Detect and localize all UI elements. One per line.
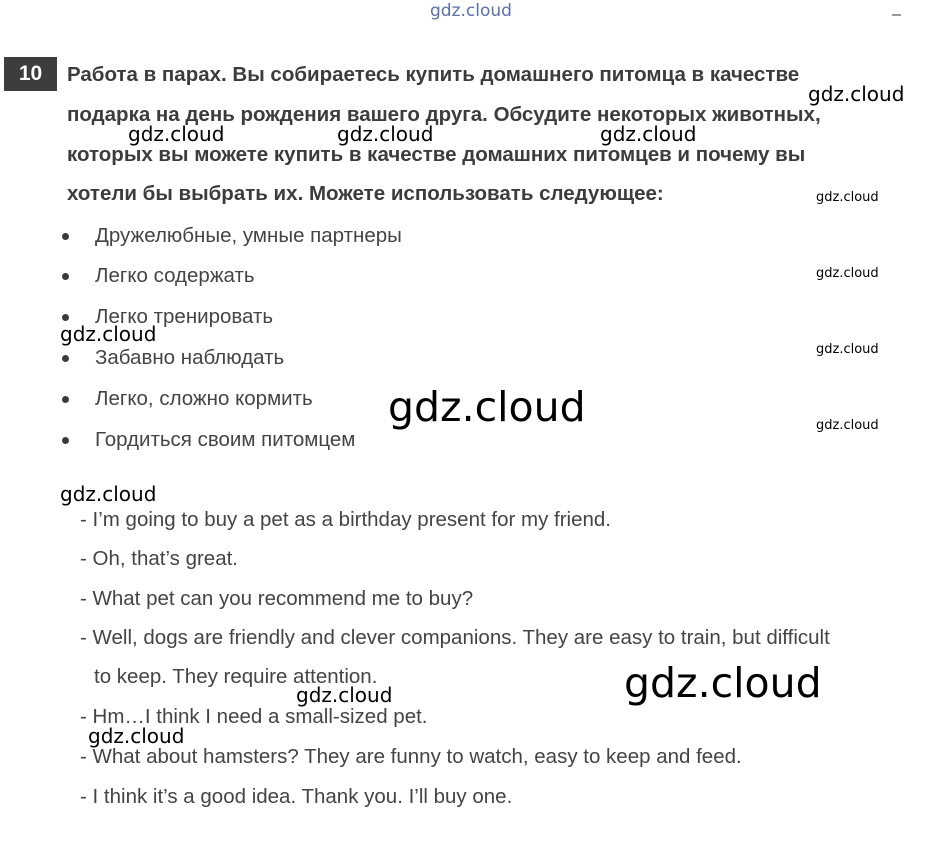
- watermark: gdz.cloud: [816, 190, 879, 205]
- dialogue-line: - What about hamsters? They are funny to watch, easy to keep and feed.: [80, 745, 742, 768]
- watermark: gdz.cloud: [816, 342, 879, 357]
- watermark: gdz.cloud: [296, 683, 393, 707]
- watermark: gdz.cloud: [624, 659, 822, 707]
- dialogue-line: to keep. They require attention.: [94, 665, 378, 688]
- watermark: gdz.cloud: [60, 322, 157, 346]
- watermark: gdz.cloud: [60, 482, 157, 506]
- bullet-dot: [62, 314, 69, 321]
- bullet-dot: [62, 273, 69, 280]
- task-text-line: хотели бы выбрать их. Можете использовать следующее:: [67, 182, 664, 205]
- dialogue-line: - I’m going to buy a pet as a birthday present for my friend.: [80, 508, 611, 531]
- task-text-line: которых вы можете купить в качестве домашних питомцев и почему вы: [67, 143, 806, 166]
- watermark: gdz.cloud: [808, 82, 905, 106]
- bullet-item: Легко, сложно кормить: [95, 387, 313, 410]
- bullet-item: Дружелюбные, умные партнеры: [95, 224, 402, 247]
- dialogue-line: - Oh, that’s great.: [80, 547, 239, 570]
- watermark: gdz.cloud: [128, 122, 225, 146]
- watermark: gdz.cloud: [600, 122, 697, 146]
- dialogue-line: - I think it’s a good idea. Thank you. I’ll buy one.: [80, 785, 513, 808]
- bullet-item: Легко тренировать: [95, 305, 274, 328]
- bullet-dot: [62, 437, 69, 444]
- corner-dash: [892, 14, 901, 16]
- bullet-dot: [62, 233, 69, 240]
- task-text-line: подарка на день рождения вашего друга. Обсудите некоторых животных,: [67, 103, 821, 126]
- task-text-line: Работа в парах. Вы собираетесь купить домашнего питомца в качестве: [67, 63, 800, 86]
- dialogue-line: - What pet can you recommend me to buy?: [80, 587, 474, 610]
- header-watermark: gdz.cloud: [430, 1, 512, 21]
- bullet-dot: [62, 396, 69, 403]
- watermark: gdz.cloud: [816, 266, 879, 281]
- watermark: gdz.cloud: [88, 724, 185, 748]
- dialogue-line: - Well, dogs are friendly and clever companions. They are easy to train, but difficult: [80, 626, 830, 649]
- bullet-item: Гордиться своим питомцем: [95, 428, 356, 451]
- bullet-item: Легко содержать: [95, 264, 255, 287]
- bullet-item: Забавно наблюдать: [95, 346, 285, 369]
- watermark: gdz.cloud: [816, 418, 879, 433]
- watermark: gdz.cloud: [388, 383, 586, 431]
- dialogue-line: - Hm…I think I need a small-sized pet.: [80, 705, 428, 728]
- bullet-dot: [62, 355, 69, 362]
- watermark: gdz.cloud: [337, 122, 434, 146]
- task-number: 10: [4, 57, 57, 91]
